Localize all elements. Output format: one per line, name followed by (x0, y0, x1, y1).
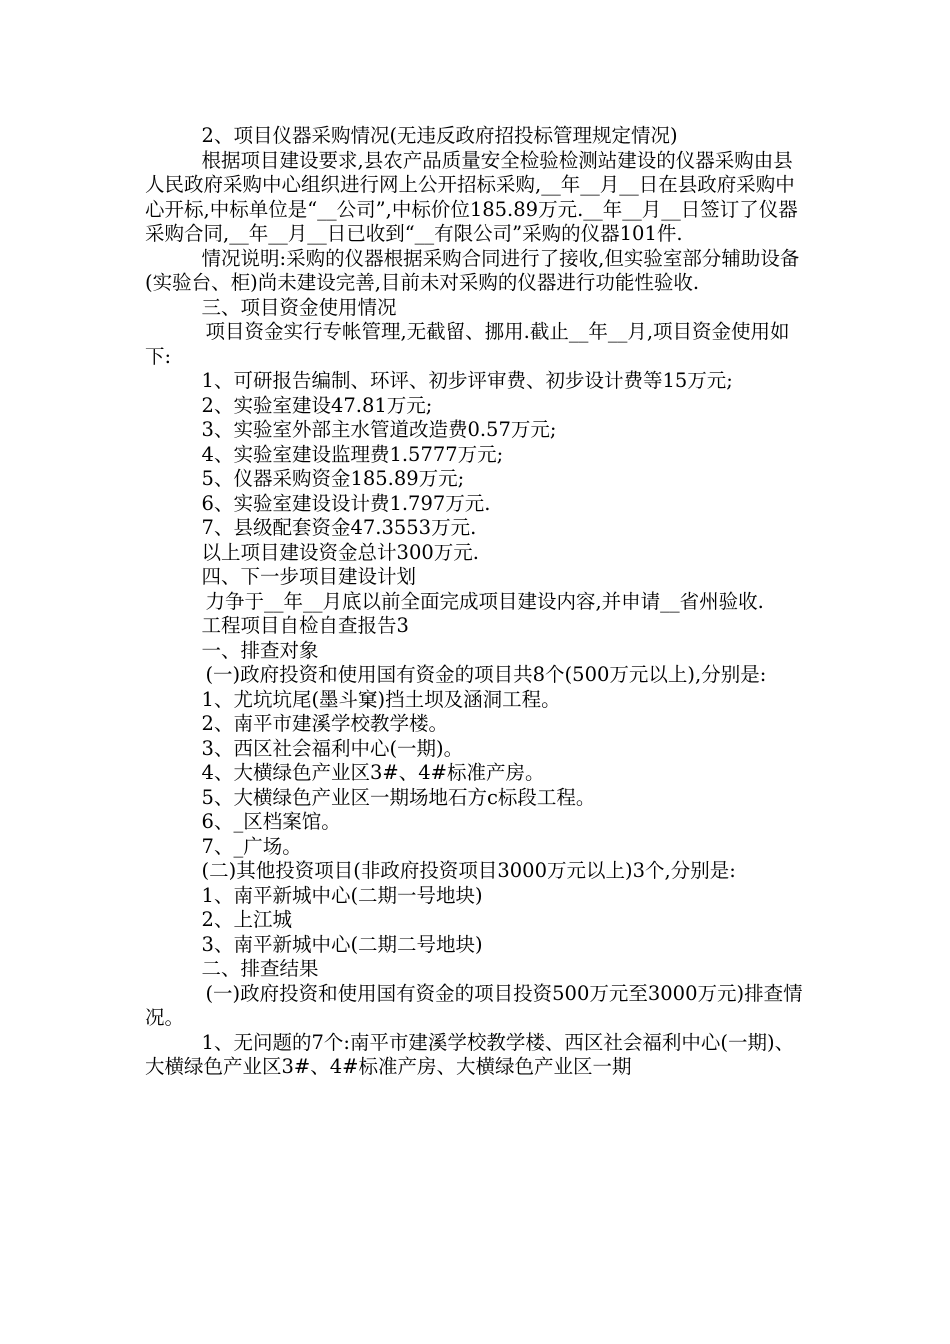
list-item: 6、实验室建设设计费1.797万元. (201, 491, 491, 515)
list-item: 5、仪器采购资金185.89万元; (201, 467, 465, 490)
section-heading: 一、排查对象 (201, 638, 319, 662)
list-item: 4、实验室建设监理费1.5777万元; (201, 442, 504, 466)
section-heading: 二、排查结果 (201, 957, 319, 980)
paragraph: (二)其他投资项目(非政府投资项目3000万元以上)3个,分别是: (201, 859, 736, 882)
list-item: 7、县级配套资金47.3553万元. (201, 516, 477, 539)
list-item: 1、可研报告编制、环评、初步评审费、初步设计费等15万元; (201, 369, 733, 392)
list-item: 3、南平新城中心(二期二号地块) (201, 932, 483, 956)
list-item: 1、南平新城中心(二期一号地块) (201, 883, 483, 907)
paragraph: 项目资金实行专帐管理,无截留、挪用.截止__年__月,项目资金使用如下: (145, 320, 790, 368)
paragraph: (一)政府投资和使用国有资金的项目投资500万元至3000万元)排查情况。 (145, 981, 803, 1029)
section-heading: 四、下一步项目建设计划 (201, 565, 417, 588)
document-title: 工程项目自检自查报告3 (201, 614, 409, 637)
section-heading: 三、项目资金使用情况 (201, 295, 397, 319)
paragraph: 1、无问题的7个:南平市建溪学校教学楼、西区社会福利中心(一期)、大横绿色产业区3#、4#标准产房、大横绿色产业区一期 (145, 1030, 795, 1078)
list-item: 6、_区档案馆。 (201, 810, 341, 833)
list-item: 7、_广场。 (201, 834, 302, 858)
list-item: 2、上江城 (201, 908, 292, 931)
document-body (145, 124, 810, 1080)
list-item: 2、南平市建溪学校教学楼。 (201, 712, 448, 735)
list-item: 3、西区社会福利中心(一期)。 (201, 736, 464, 760)
paragraph: 根据项目建设要求,县农产品质量安全检验检测站建设的仪器采购由县人民政府采购中心组织进行网上公开招标采购,__年__月__日在县政府采购中心开标,中标单位是“__公司”,中标价位185.89万元.__年__月__日签订了仪器采购合同,__年__月__日已收到“__有限公司”采购的仪器101件. (145, 148, 798, 245)
paragraph: 以上项目建设资金总计300万元. (201, 540, 479, 564)
list-item: 1、尤坑坑尾(墨斗窠)挡土坝及涵洞工程。 (201, 687, 561, 711)
list-item: 3、实验室外部主水管道改造费0.57万元; (201, 418, 557, 441)
list-item: 4、大横绿色产业区3#、4#标准产房。 (201, 761, 545, 784)
paragraph: 情况说明:采购的仪器根据采购合同进行了接收,但实验室部分辅助设备(实验台、柜)尚未建设完善,目前未对采购的仪器进行功能性验收. (145, 246, 800, 294)
paragraph: 2、项目仪器采购情况(无违反政府招投标管理规定情况) (201, 124, 678, 147)
list-item: 2、实验室建设47.81万元; (201, 393, 433, 417)
list-item: 5、大横绿色产业区一期场地石方c标段工程。 (201, 785, 596, 809)
paragraph: (一)政府投资和使用国有资金的项目共8个(500万元以上),分别是: (205, 663, 767, 686)
paragraph: 力争于__年__月底以前全面完成项目建设内容,并申请__省州验收. (205, 589, 764, 613)
